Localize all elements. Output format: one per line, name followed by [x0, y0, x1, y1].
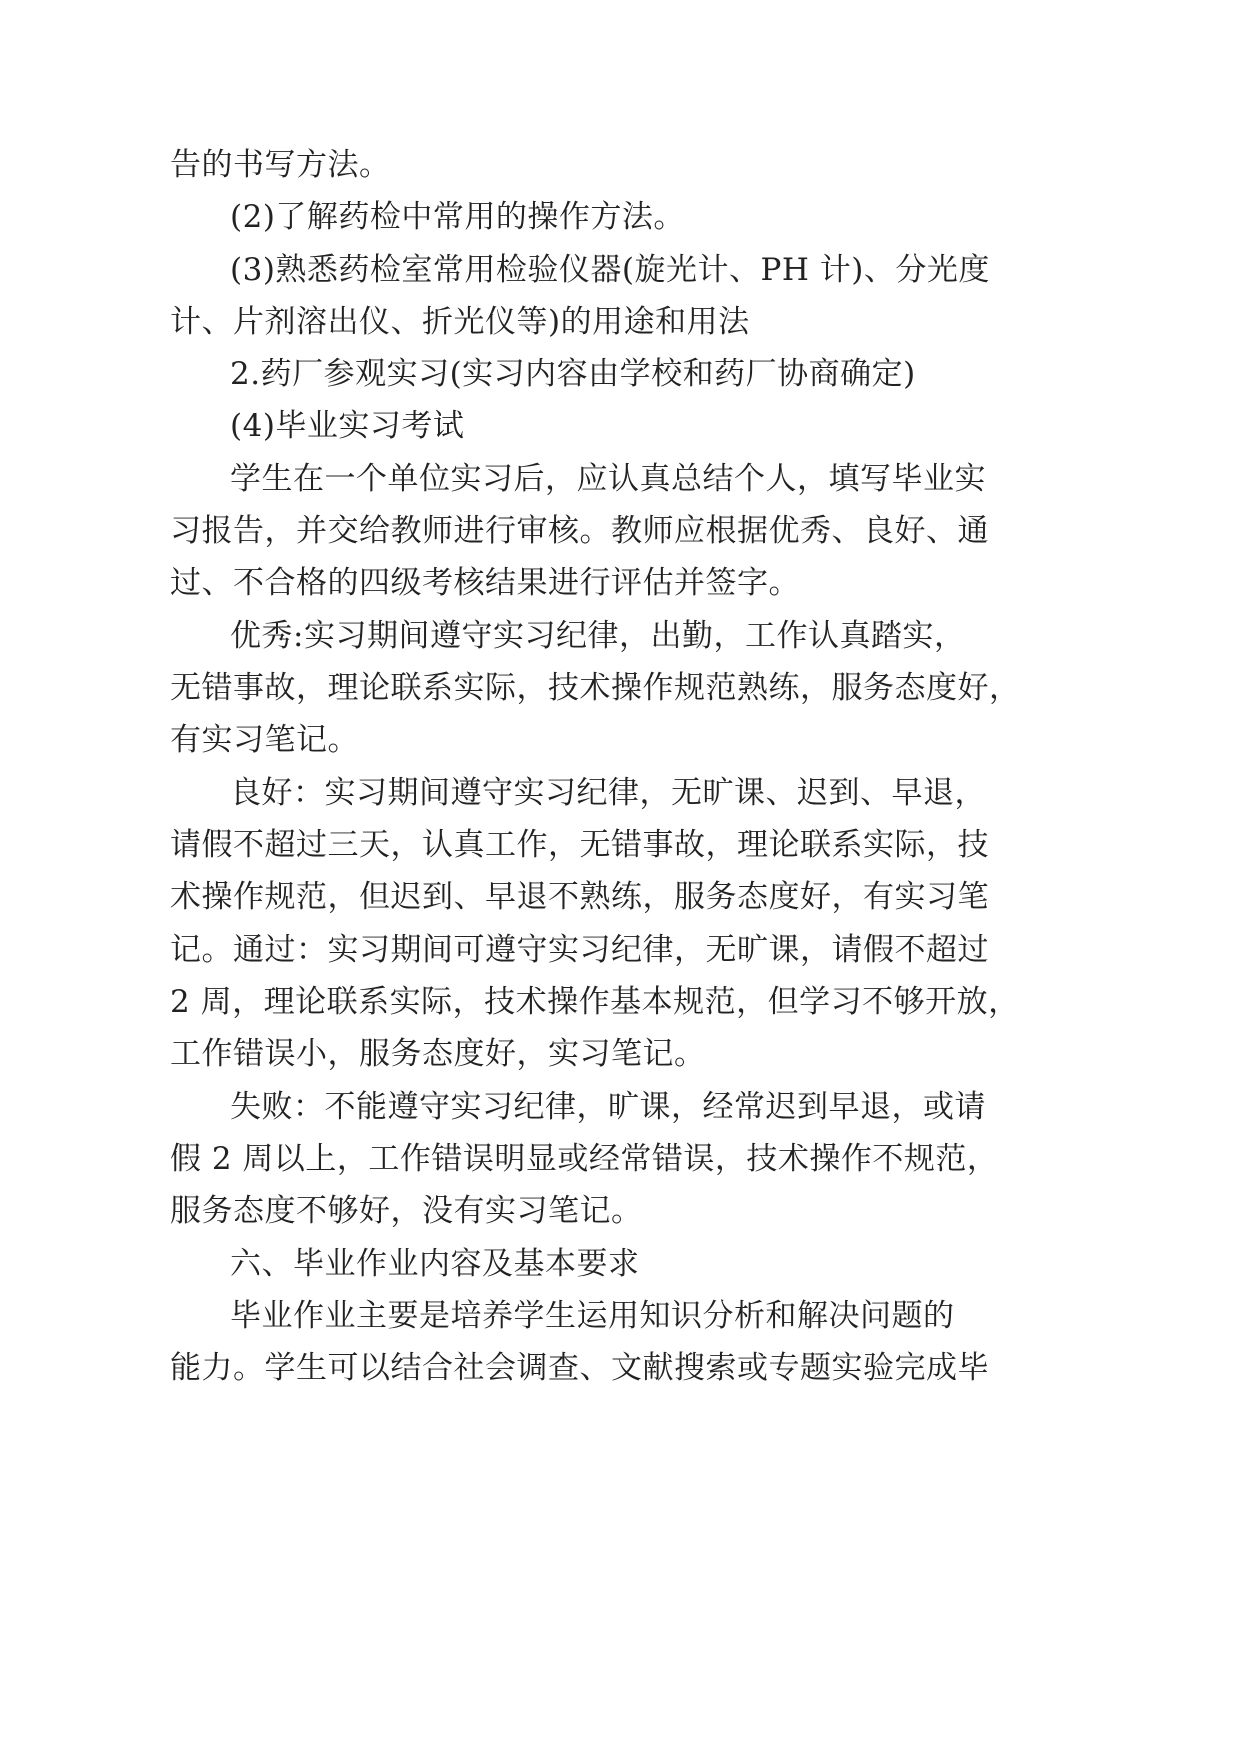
- text-line-13: 良好：实习期间遵守实习纪律，无旷课、迟到、早退，: [230, 775, 986, 811]
- text-line-22: 六、毕业作业内容及基本要求: [230, 1246, 640, 1282]
- text-line-14: 请假不超过三天，认真工作，无错事故，理论联系实际，技: [170, 827, 989, 863]
- text-line-12: 有实习笔记。: [170, 722, 359, 758]
- text-line-19: 失败：不能遵守实习纪律，旷课，经常迟到早退，或请: [230, 1089, 986, 1125]
- text-line-18: 工作错误小，服务态度好，实习笔记。: [170, 1036, 706, 1072]
- text-line-23: 毕业作业主要是培养学生运用知识分析和解决问题的: [230, 1298, 955, 1334]
- text-line-11: 无错事故，理论联系实际，技术操作规范熟练，服务态度好，: [170, 670, 1021, 706]
- text-line-4: 计、片剂溶出仪、折光仪等)的用途和用法: [170, 304, 750, 340]
- text-line-1: 告的书写方法。: [170, 147, 391, 183]
- text-line-8: 习报告，并交给教师进行审核。教师应根据优秀、良好、通: [170, 513, 989, 549]
- text-line-7: 学生在一个单位实习后，应认真总结个人，填写毕业实: [230, 461, 986, 497]
- text-line-17: 2 周，理论联系实际，技术操作基本规范，但学习不够开放，: [170, 984, 1020, 1020]
- text-line-16: 记。通过：实习期间可遵守实习纪律，无旷课，请假不超过: [170, 932, 989, 968]
- text-line-20: 假 2 周以上，工作错误明显或经常错误，技术操作不规范，: [170, 1141, 999, 1177]
- text-line-2: (2)了解药检中常用的操作方法。: [230, 199, 685, 235]
- text-line-10: 优秀:实习期间遵守实习纪律，出勤，工作认真踏实，: [230, 618, 966, 654]
- text-line-15: 术操作规范，但迟到、早退不熟练，服务态度好，有实习笔: [170, 879, 989, 915]
- text-line-3: (3)熟悉药检室常用检验仪器(旋光计、PH 计)、分光度: [230, 252, 990, 288]
- text-line-9: 过、不合格的四级考核结果进行评估并签字。: [170, 565, 800, 601]
- text-line-24: 能力。学生可以结合社会调查、文献搜索或专题实验完成毕: [170, 1350, 989, 1386]
- text-line-5: 2.药厂参观实习(实习内容由学校和药厂协商确定): [230, 356, 916, 392]
- text-line-21: 服务态度不够好，没有实习笔记。: [170, 1193, 643, 1229]
- text-line-6: (4)毕业实习考试: [230, 408, 465, 444]
